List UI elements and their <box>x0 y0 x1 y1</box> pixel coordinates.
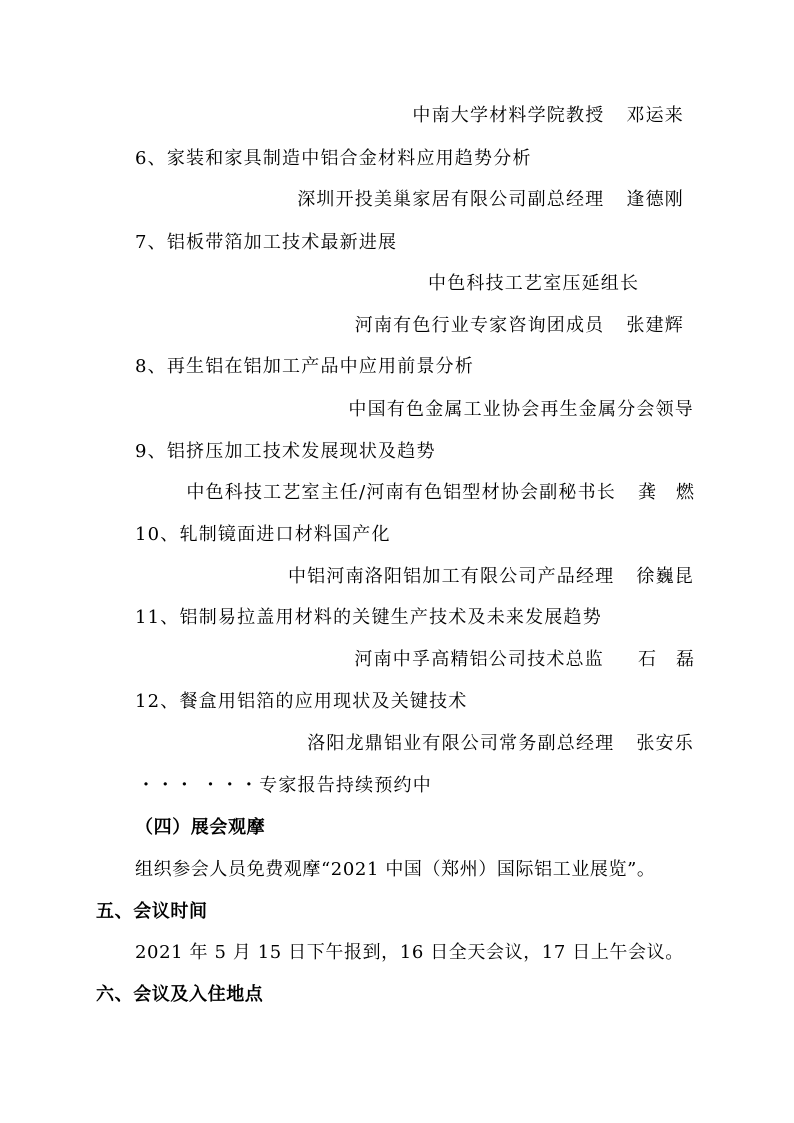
speaker-line <box>355 314 684 338</box>
report-topic: 10、轧制镜面进口材料国产化 <box>135 524 391 545</box>
speaker-name: 邓运来 <box>626 105 684 126</box>
speaker-name: 石 磊 <box>638 649 694 670</box>
speaker-affiliation: 洛阳龙鼎铝业有限公司常务副总经理 <box>307 733 615 754</box>
speaker-affiliation: 中色科技工艺室压延组长 <box>428 273 640 294</box>
speaker-line <box>186 481 694 505</box>
speaker-name: 龚 燃 <box>638 482 694 503</box>
report-topic: 7、铝板带箔加工技术最新进展 <box>135 232 398 253</box>
report-topic: 9、铝挤压加工技术发展现状及趋势 <box>135 441 436 462</box>
speaker-name: 徐巍昆 <box>636 566 694 587</box>
speaker-name: 张安乐 <box>636 733 694 754</box>
speaker-line <box>348 398 694 422</box>
report-topic: 12、餐盒用铝箔的应用现状及关键技术 <box>135 691 468 712</box>
speaker-name: 张建辉 <box>626 315 684 336</box>
section-heading: （四）展会观摩 <box>135 817 266 838</box>
speaker-affiliation: 中铝河南洛阳铝加工有限公司产品经理 <box>287 566 615 587</box>
paragraph: 组织参会人员免费观摩“2021 中国（郑州）国际铝工业展览”。 <box>135 859 656 880</box>
report-topic: 6、家装和家具制造中铝合金材料应用趋势分析 <box>135 148 532 169</box>
report-topic: 8、再生铝在铝加工产品中应用前景分析 <box>135 356 475 377</box>
speaker-affiliation: 河南有色行业专家咨询团成员 <box>354 315 605 336</box>
speaker-line <box>412 104 684 128</box>
speaker-affiliation: 河南中孚高精铝公司技术总监 <box>354 649 604 670</box>
speaker-line <box>307 732 694 756</box>
more-reports-note: ・・・ ・・・专家报告持续预约中 <box>137 775 432 796</box>
speaker-line <box>297 188 684 212</box>
speaker-affiliation: 深圳开投美巢家居有限公司副总经理 <box>297 189 605 210</box>
speaker-line <box>354 648 694 672</box>
report-topic: 11、铝制易拉盖用材料的关键生产技术及未来发展趋势 <box>135 607 602 628</box>
section-heading: 五、会议时间 <box>96 901 208 922</box>
speaker-affiliation: 中国有色金属工业协会再生金属分会领导 <box>348 399 694 420</box>
speaker-affiliation: 中色科技工艺室主任/河南有色铝型材协会副秘书长 <box>186 482 616 503</box>
speaker-name: 逢德刚 <box>626 189 684 210</box>
speaker-affiliation: 中南大学材料学院教授 <box>412 105 605 126</box>
speaker-line <box>288 565 694 589</box>
paragraph: 2021 年 5 月 15 日下午报到，16 日全天会议，17 日上午会议。 <box>135 942 684 963</box>
section-heading: 六、会议及入住地点 <box>96 984 264 1005</box>
